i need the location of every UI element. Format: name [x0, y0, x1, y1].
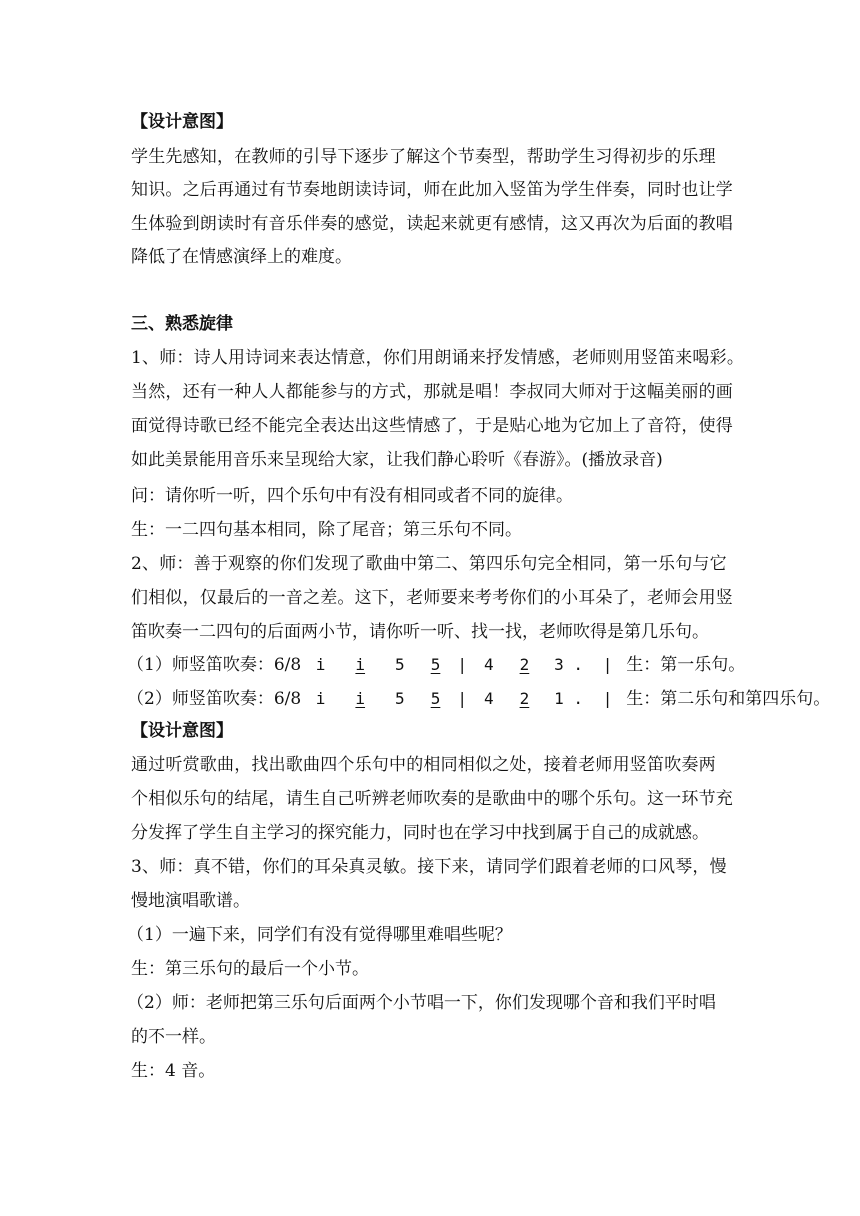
paragraph-line: 当然，还有一种人人都能参与的方式，那就是唱！李叔同大师对于这幅美丽的画: [131, 382, 733, 402]
barline: |: [602, 655, 613, 674]
music-example-1: [127, 653, 745, 677]
answer-line: 生：一二四句基本相同，除了尾音；第三乐句不同。: [131, 520, 522, 540]
paragraph-line: 1、师：诗人用诗词来表达情意，你们用朗诵来抒发情感，老师则用竖笛来喝彩。: [131, 348, 745, 368]
paragraph-line: 3、师：真不错，你们的耳朵真灵敏。接下来，请同学们跟着老师的口风琴，慢: [131, 857, 727, 877]
answer-line: 生：第三乐句的最后一个小节。: [131, 959, 369, 979]
paragraph-line: 如此美景能用音乐来呈现给大家，让我们静心聆听《春游》。(播放录音): [131, 450, 663, 470]
barline: |: [602, 689, 613, 708]
paragraph-line: 的不一样。: [131, 1027, 216, 1047]
note: 5: [395, 689, 405, 708]
note: i: [355, 689, 366, 708]
note: 5: [430, 689, 441, 708]
sub-question-line: （1）一遍下来，同学们有没有觉得哪里难唱些呢？: [127, 925, 512, 945]
paragraph-line: 慢地演唱歌谱。: [131, 891, 250, 911]
answer-line: 生：4 音。: [131, 1061, 216, 1081]
note: 2: [519, 655, 530, 674]
music-example-prefix: （1）师竖笛吹奏：6/8: [127, 655, 302, 675]
note: 5: [430, 655, 441, 674]
note: i: [355, 655, 366, 674]
music-example-answer: 生：第二乐句和第四乐句。: [626, 689, 831, 709]
notation-phrase: [307, 689, 627, 708]
notation-phrase: [307, 655, 627, 674]
paragraph-line: 笛吹奏一二四句的后面两小节，请你听一听、找一找，老师吹得是第几乐句。: [131, 622, 709, 642]
note: 5: [395, 655, 405, 674]
note: 3 .: [554, 655, 583, 674]
section-heading-design-intent: 【设计意图】: [131, 721, 233, 741]
section-heading-design-intent: 【设计意图】: [131, 112, 233, 132]
paragraph-line: 学生先感知，在教师的引导下逐步了解这个节奏型，帮助学生习得初步的乐理: [131, 147, 716, 167]
music-example-answer: 生：第一乐句。: [626, 655, 746, 675]
paragraph-line: 降低了在情感演绎上的难度。: [131, 247, 352, 267]
barline: |: [457, 655, 467, 674]
note: 1 .: [554, 689, 583, 708]
paragraph-line: 生体验到朗读时有音乐伴奏的感觉，读起来就更有感情，这又再次为后面的教唱: [131, 214, 733, 234]
music-example-prefix: （2）师竖笛吹奏：6/8: [127, 689, 302, 709]
note: i: [315, 689, 326, 708]
barline: |: [457, 689, 467, 708]
sub-question-line: （2）师：老师把第三乐句后面两个小节唱一下，你们发现哪个音和我们平时唱: [127, 993, 716, 1013]
paragraph-line: 2、师：善于观察的你们发现了歌曲中第二、第四乐句完全相同，第一乐句与它: [131, 554, 727, 574]
paragraph-line: 面觉得诗歌已经不能完全表达出这些情感了，于是贴心地为它加上了音符，使得: [131, 416, 733, 436]
note: 4: [483, 689, 494, 708]
question-line: 问：请你听一听，四个乐句中有没有相同或者不同的旋律。: [131, 486, 573, 506]
music-example-2: [127, 687, 830, 711]
note: 2: [519, 689, 530, 708]
section-heading-familiar-melody: 三、熟悉旋律: [131, 314, 233, 334]
paragraph-line: 分发挥了学生自主学习的探究能力，同时也在学习中找到属于自己的成就感。: [131, 823, 709, 843]
paragraph-line: 们相似，仅最后的一音之差。这下，老师要来考考你们的小耳朵了，老师会用竖: [131, 588, 733, 608]
paragraph-line: 通过听赏歌曲，找出歌曲四个乐句中的相同相似之处，接着老师用竖笛吹奏两: [131, 755, 716, 775]
paragraph-line: 知识。之后再通过有节奏地朗读诗词，师在此加入竖笛为学生伴奏，同时也让学: [131, 180, 733, 200]
note: 4: [483, 655, 494, 674]
note: i: [315, 655, 326, 674]
paragraph-line: 个相似乐句的结尾，请生自己听辨老师吹奏的是歌曲中的哪个乐句。这一环节充: [131, 789, 733, 809]
